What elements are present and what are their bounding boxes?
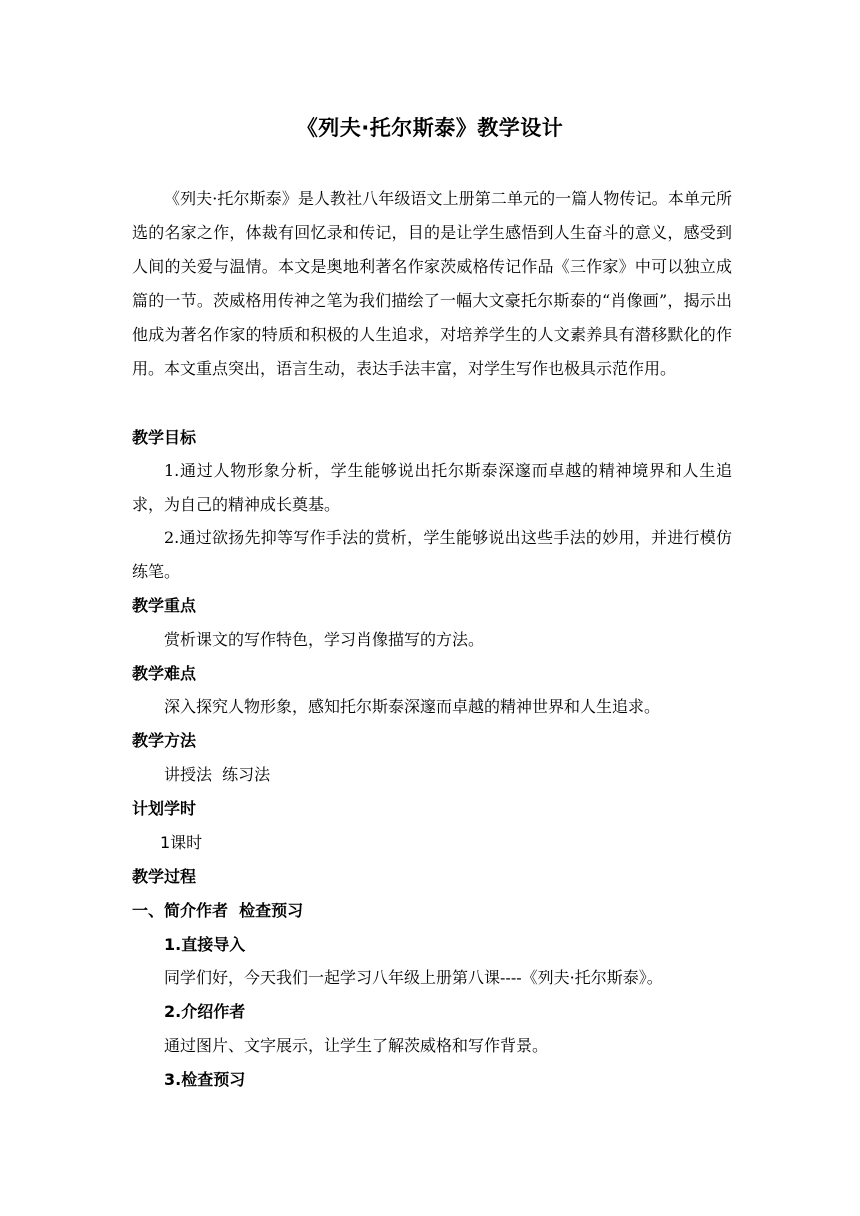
step-1-text: 同学们好，今天我们一起学习八年级上册第八课----《列夫·托尔斯泰》。 [164, 968, 663, 987]
methods-text: 讲授法 练习法 [164, 765, 271, 784]
difficulties-text: 深入探究人物形象，感知托尔斯泰深邃而卓越的精神世界和人生追求。 [164, 697, 661, 716]
methods-heading: 教学方法 [132, 731, 197, 750]
key-points-text: 赏析课文的写作特色，学习肖像描写的方法。 [164, 630, 485, 649]
difficulties-heading: 教学难点 [132, 664, 197, 683]
process-section-1-heading: 一、简介作者 检查预习 [132, 901, 304, 920]
objective-item-2: 2.通过欲扬先抑等写作手法的赏析，学生能够说出这些手法的妙用，并进行模仿练笔。 [132, 528, 732, 581]
step-2-text: 通过图片、文字展示，让学生了解茨威格和写作背景。 [164, 1036, 549, 1055]
step-1-title: 1.直接导入 [164, 935, 246, 954]
process-heading: 教学过程 [132, 867, 197, 886]
step-3-title: 3.检查预习 [164, 1070, 246, 1089]
document-title: 《列夫·托尔斯泰》教学设计 [296, 116, 564, 140]
objective-item-1: 1.通过人物形象分析，学生能够说出托尔斯泰深邃而卓越的精神境界和人生追求，为自己的精神成长奠基。 [132, 461, 732, 514]
step-2-title: 2.介绍作者 [164, 1002, 246, 1021]
objectives-heading: 教学目标 [132, 428, 197, 447]
schedule-heading: 计划学时 [132, 799, 197, 818]
intro-paragraph: 《列夫·托尔斯泰》是人教社八年级语文上册第二单元的一篇人物传记。本单元所选的名家之作，体裁有回忆录和传记，目的是让学生感悟到人生奋斗的意义，感受到人间的关爱与温情。本文是奥地利著名作家茨威格传记作品《三作家》中可以独立成篇的一节。茨威格用传神之笔为我们描绘了一幅大文豪托尔斯泰的“肖像画”，揭示出他成为著名作家的特质和积极的人生追求，对培养学生的人文素养具有潜移默化的作用。本文重点突出，语言生动，表达手法丰富，对学生写作也极具示范作用。 [132, 189, 732, 378]
key-points-heading: 教学重点 [132, 596, 197, 615]
schedule-text: 1课时 [160, 833, 203, 852]
